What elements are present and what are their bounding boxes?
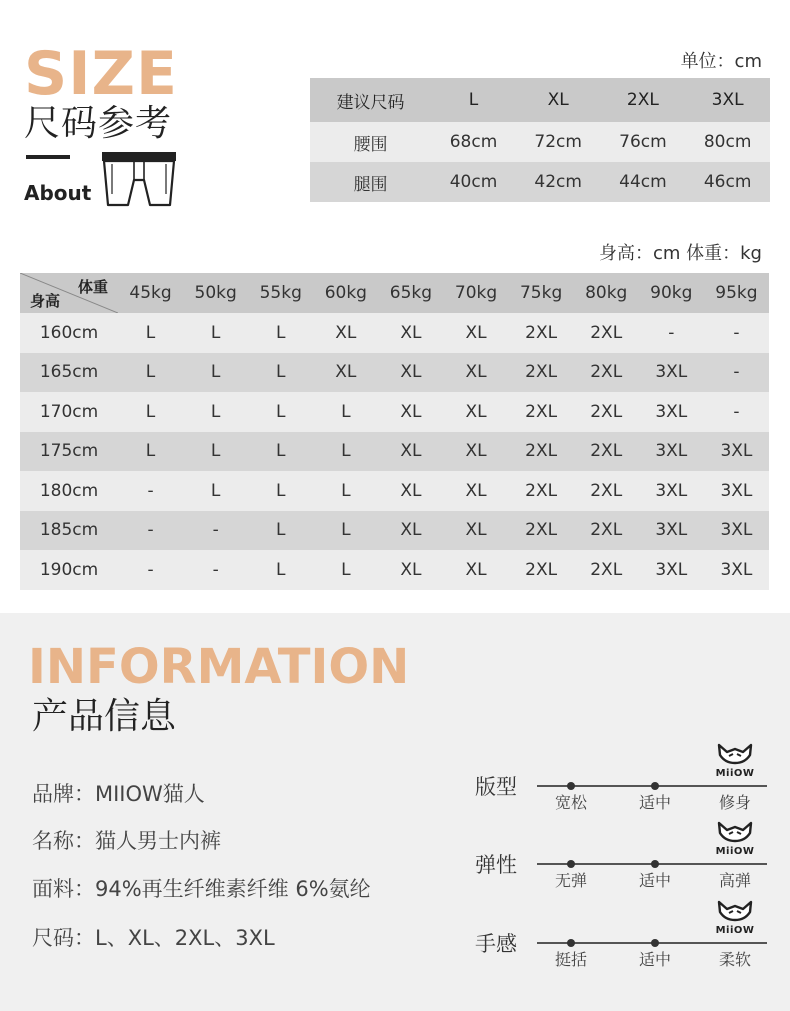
size-cell: L: [118, 392, 183, 432]
size-cell: -: [704, 392, 769, 432]
size-cell: XL: [443, 471, 508, 511]
information-title-cn: 产品信息: [32, 696, 177, 737]
table-row: [310, 162, 770, 202]
table-cell: 76cm: [601, 122, 686, 162]
spec-fabric: 面料：94%再生纤维素纤维 6%氨纶: [32, 877, 371, 901]
size-cell: XL: [378, 550, 443, 590]
header-cell: XL: [516, 78, 601, 122]
size-cell: -: [704, 353, 769, 393]
scale-label: 柔软: [719, 950, 752, 969]
header-cell: L: [431, 78, 516, 122]
table-cell: 68cm: [431, 122, 516, 162]
size-cell: 2XL: [574, 432, 639, 472]
size-cell: 3XL: [639, 353, 704, 393]
size-cell: 2XL: [509, 353, 574, 393]
size-cell: XL: [313, 313, 378, 353]
size-cell: L: [313, 550, 378, 590]
size-cell: 2XL: [509, 471, 574, 511]
scale-dot: [651, 782, 659, 790]
header-cell: 2XL: [601, 78, 686, 122]
size-cell: 2XL: [574, 313, 639, 353]
height-cell: 170cm: [20, 392, 118, 432]
size-cell: XL: [378, 471, 443, 511]
measurement-table: [310, 78, 770, 202]
height-cell: 190cm: [20, 550, 118, 590]
table-cell: 72cm: [516, 122, 601, 162]
table-row: [310, 122, 770, 162]
table-row: [20, 353, 769, 393]
size-cell: 3XL: [704, 432, 769, 472]
size-cell: L: [248, 392, 313, 432]
scale-marker: [713, 900, 757, 936]
height-cell: 175cm: [20, 432, 118, 472]
corner-cell: [20, 273, 118, 313]
size-cell: L: [248, 511, 313, 551]
size-cell: 3XL: [639, 432, 704, 472]
scale-marker: [713, 821, 757, 857]
cat-logo-icon: [713, 900, 757, 926]
scale-label: 无弹: [555, 871, 588, 890]
weight-header: 95kg: [704, 273, 769, 313]
size-cell: XL: [378, 432, 443, 472]
table-cell: 80cm: [685, 122, 770, 162]
table-row: [20, 471, 769, 511]
size-cell: XL: [443, 432, 508, 472]
height-cell: 185cm: [20, 511, 118, 551]
marker-brand-text: MiiOW: [715, 846, 755, 857]
scale-label: 适中: [639, 793, 672, 812]
table-header-row: [20, 273, 769, 313]
size-cell: L: [248, 353, 313, 393]
scale-dot: [651, 939, 659, 947]
size-cell: 2XL: [509, 550, 574, 590]
scale-dot: [651, 860, 659, 868]
size-cell: 2XL: [509, 511, 574, 551]
scale-label: 修身: [719, 793, 752, 812]
scale-title: 手感: [475, 932, 517, 956]
height-cell: 160cm: [20, 313, 118, 353]
divider: [26, 155, 70, 159]
size-cell: XL: [313, 353, 378, 393]
size-cell: 2XL: [574, 511, 639, 551]
size-cell: 3XL: [639, 471, 704, 511]
scale-label: 高弹: [719, 871, 752, 890]
scale-dot: [567, 939, 575, 947]
size-cell: XL: [378, 511, 443, 551]
size-cell: 2XL: [574, 353, 639, 393]
scale-dot: [567, 860, 575, 868]
size-cell: -: [118, 471, 183, 511]
size-cell: L: [118, 353, 183, 393]
corner-weight-label: 体重: [77, 278, 108, 296]
scale-marker: [713, 743, 757, 779]
size-cell: L: [313, 392, 378, 432]
size-cell: L: [183, 392, 248, 432]
size-title-en: SIZE: [24, 39, 179, 109]
weight-header: 45kg: [118, 273, 183, 313]
size-cell: L: [313, 432, 378, 472]
size-cell: 3XL: [639, 550, 704, 590]
scale-label: 适中: [639, 871, 672, 890]
size-cell: XL: [443, 550, 508, 590]
size-cell: L: [183, 313, 248, 353]
weight-header: 80kg: [574, 273, 639, 313]
header-cell: 建议尺码: [310, 78, 431, 122]
size-cell: XL: [443, 353, 508, 393]
size-cell: XL: [443, 392, 508, 432]
briefs-icon: [100, 150, 178, 208]
scale-label: 适中: [639, 950, 672, 969]
size-cell: L: [248, 471, 313, 511]
size-cell: 3XL: [704, 511, 769, 551]
cat-logo-icon: [713, 821, 757, 847]
size-title-cn: 尺码参考: [24, 103, 173, 144]
table-cell: 腰围: [310, 122, 431, 162]
weight-header: 50kg: [183, 273, 248, 313]
size-cell: -: [639, 313, 704, 353]
size-cell: L: [183, 353, 248, 393]
size-cell: -: [118, 550, 183, 590]
weight-header: 60kg: [313, 273, 378, 313]
height-cell: 180cm: [20, 471, 118, 511]
size-cell: L: [118, 432, 183, 472]
table-row: [20, 313, 769, 353]
size-cell: L: [118, 313, 183, 353]
size-cell: -: [704, 313, 769, 353]
table-header-row: [310, 78, 770, 122]
size-cell: XL: [378, 353, 443, 393]
weight-header: 75kg: [509, 273, 574, 313]
size-cell: 2XL: [509, 432, 574, 472]
size-cell: 3XL: [704, 471, 769, 511]
weight-header: 55kg: [248, 273, 313, 313]
table-cell: 40cm: [431, 162, 516, 202]
table-cell: 46cm: [685, 162, 770, 202]
scale-title: 弹性: [475, 853, 517, 877]
size-cell: 2XL: [574, 550, 639, 590]
spec-brand: 品牌：MIIOW猫人: [32, 782, 205, 806]
size-cell: 2XL: [509, 392, 574, 432]
size-cell: L: [313, 511, 378, 551]
size-cell: XL: [443, 313, 508, 353]
table-row: [20, 392, 769, 432]
corner-height-label: 身高: [30, 292, 61, 310]
cat-logo-icon: [713, 743, 757, 769]
about-label: About: [24, 181, 92, 205]
size-cell: 3XL: [639, 392, 704, 432]
size-chart-table: [20, 273, 769, 590]
size-cell: 3XL: [704, 550, 769, 590]
table-row: [20, 432, 769, 472]
table-cell: 腿围: [310, 162, 431, 202]
marker-brand-text: MiiOW: [715, 768, 755, 779]
table-row: [20, 511, 769, 551]
scale-label: 挺括: [555, 950, 588, 969]
size-cell: -: [183, 550, 248, 590]
size-cell: L: [248, 313, 313, 353]
table-cell: 44cm: [601, 162, 686, 202]
marker-brand-text: MiiOW: [715, 925, 755, 936]
table-cell: 42cm: [516, 162, 601, 202]
table-row: [20, 550, 769, 590]
size-cell: XL: [443, 511, 508, 551]
information-section: [0, 613, 790, 1011]
scale-label: 宽松: [555, 793, 588, 812]
unit-label-2: 身高：cm 体重：kg: [598, 243, 762, 264]
size-cell: 2XL: [574, 471, 639, 511]
header-cell: 3XL: [685, 78, 770, 122]
size-cell: 2XL: [574, 392, 639, 432]
weight-header: 70kg: [443, 273, 508, 313]
information-title-en: INFORMATION: [28, 639, 410, 695]
size-cell: L: [248, 550, 313, 590]
scale-dot: [567, 782, 575, 790]
size-cell: L: [183, 471, 248, 511]
height-cell: 165cm: [20, 353, 118, 393]
size-cell: L: [248, 432, 313, 472]
size-cell: XL: [378, 392, 443, 432]
unit-label: 单位：cm: [680, 51, 762, 72]
size-cell: L: [313, 471, 378, 511]
size-cell: -: [118, 511, 183, 551]
spec-name: 名称：猫人男士内裤: [32, 829, 221, 853]
weight-header: 65kg: [378, 273, 443, 313]
weight-header: 90kg: [639, 273, 704, 313]
spec-size: 尺码：L、XL、2XL、3XL: [32, 926, 275, 950]
size-cell: XL: [378, 313, 443, 353]
size-cell: 3XL: [639, 511, 704, 551]
size-cell: L: [183, 432, 248, 472]
size-cell: -: [183, 511, 248, 551]
scale-title: 版型: [475, 775, 517, 799]
size-cell: 2XL: [509, 313, 574, 353]
